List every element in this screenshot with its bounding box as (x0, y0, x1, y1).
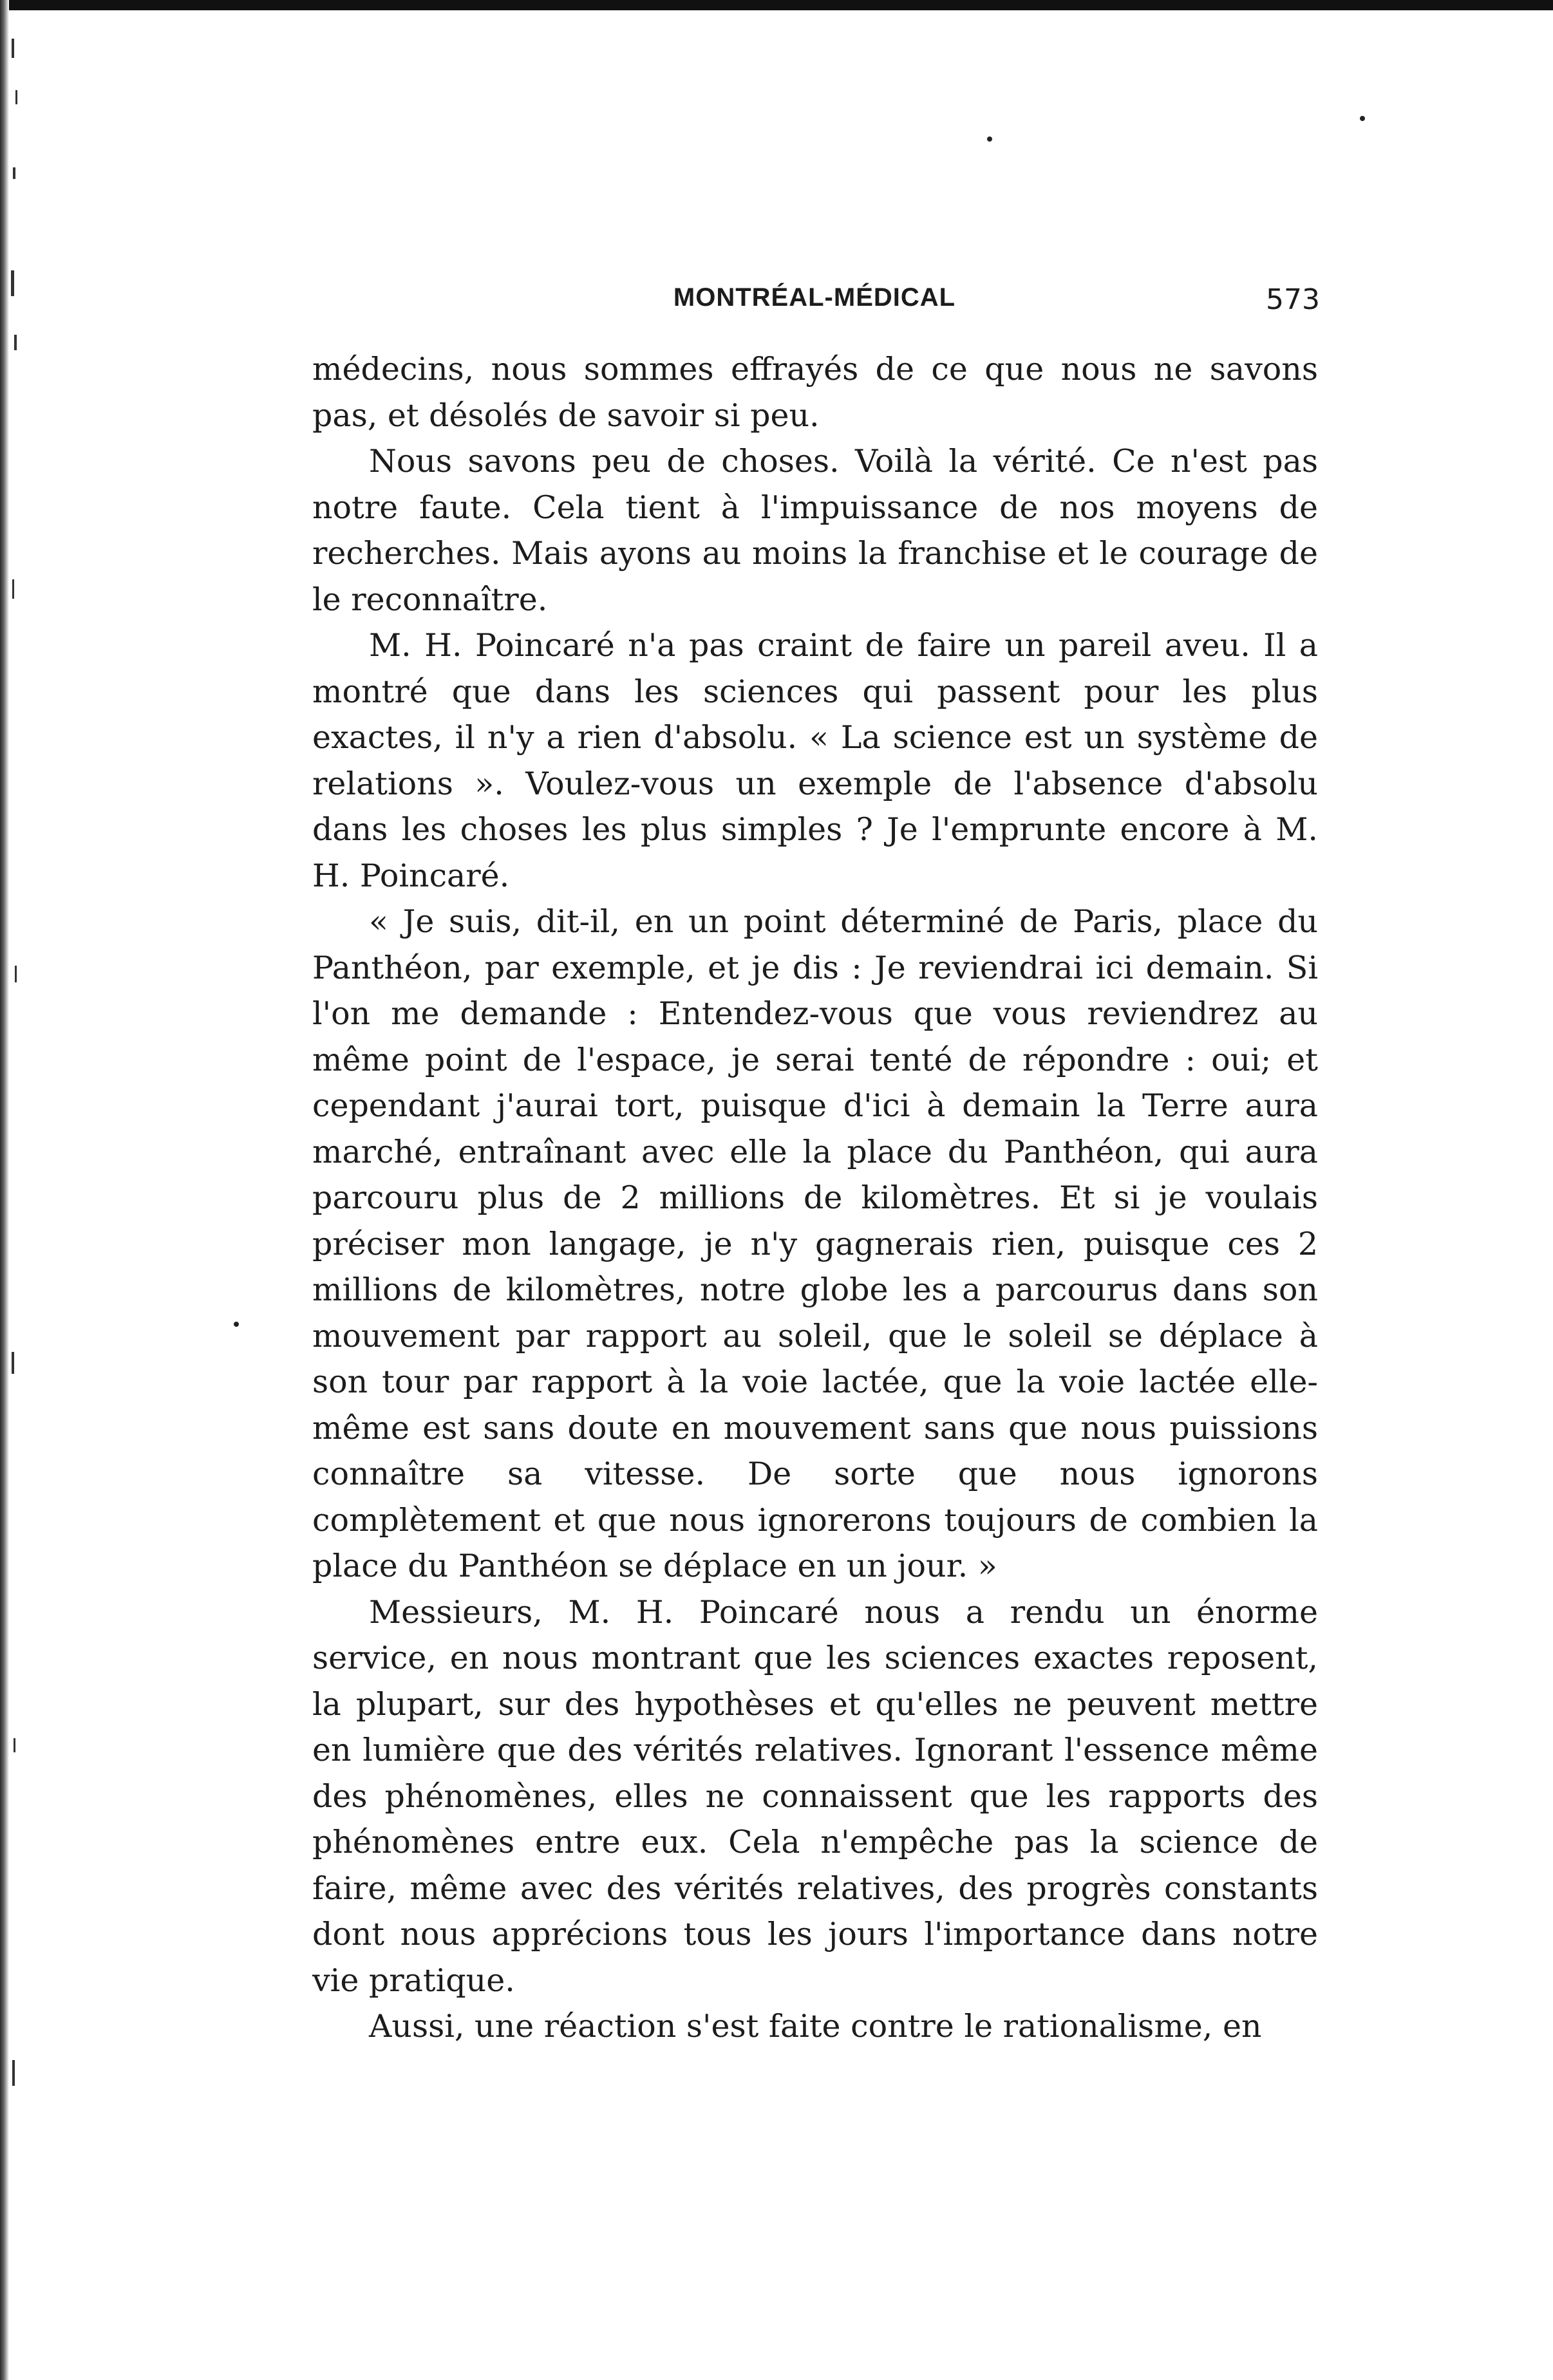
stray-mark (1360, 116, 1365, 121)
running-title: MONTRÉAL-MÉDICAL (673, 283, 956, 312)
paragraph: médecins, nous sommes effrayés de ce que nous ne savons pas, et désolés de savoir si peu. (312, 351, 1318, 434)
body-text (312, 346, 1318, 2050)
paragraph: Nous savons peu de choses. Voilà la vérité. Ce n'est pas notre faute. Cela tient à l'impuissance de nos moyens de recherches. Mais ayons au moins la franchise et le courage de le reconnaître. (312, 443, 1318, 618)
paragraph: M. H. Poincaré n'a pas craint de faire un pareil aveu. Il a montré que dans les sciences qui passent pour les plus exactes, il n'y a rien d'absolu. « La science est un système de relations ». Voulez-vous un exemple de l'absence d'absolu dans les choses les plus simples ? Je l'emprunte encore à M. H. Poincaré. (312, 627, 1318, 894)
paragraph: Messieurs, M. H. Poincaré nous a rendu un énorme service, en nous montrant que les sciences exactes reposent, la plupart, sur des hypothèses et qu'elles ne peuvent mettre en lumière que des vérités relatives. Ignorant l'essence même des phénomènes, elles ne connaissent que les rapports des phénomènes entre eux. Cela n'empêche pas la science de faire, même avec des vérités relatives, des progrès constants dont nous apprécions tous les jours l'importance dans notre vie pratique. (312, 1593, 1318, 1999)
stray-mark (987, 136, 992, 142)
scan-top-border (0, 0, 1553, 10)
paragraph: « Je suis, dit-il, en un point déterminé de Paris, place du Panthéon, par exemple, et je dis : Je reviendrai ici demain. Si l'on me demande : Entendez-vous que vous reviendrez au même point de l'espace, je serai tenté de répondre : oui; et cependant j'aurai tort, puisque d'ici à demain la Terre aura marché, entraînant avec elle la place du Panthéon, qui aura parcouru plus de 2 millions de kilomètres. Et si je voulais préciser mon langage, je n'y gagnerais rien, puisque ces 2 millions de kilomètres, notre globe les a parcourus dans son mouvement par rapport au soleil, que le soleil se déplace à son tour par rapport à la voie lactée, que la voie lactée elle-même est sans doute en mouvement sans que nous puissions connaître sa vitesse. De sorte que nous ignorons complètement et que nous ignorerons toujours de combien la place du Panthéon se déplace en un jour. » (312, 903, 1318, 1584)
scan-edge-noise (9, 0, 48, 2380)
scan-left-border (0, 0, 9, 2380)
stray-mark (234, 1322, 239, 1327)
paragraph: Aussi, une réaction s'est faite contre le rationalisme, en (369, 2008, 1262, 2045)
page-number: 573 (1266, 283, 1320, 316)
page-header (309, 283, 1320, 328)
